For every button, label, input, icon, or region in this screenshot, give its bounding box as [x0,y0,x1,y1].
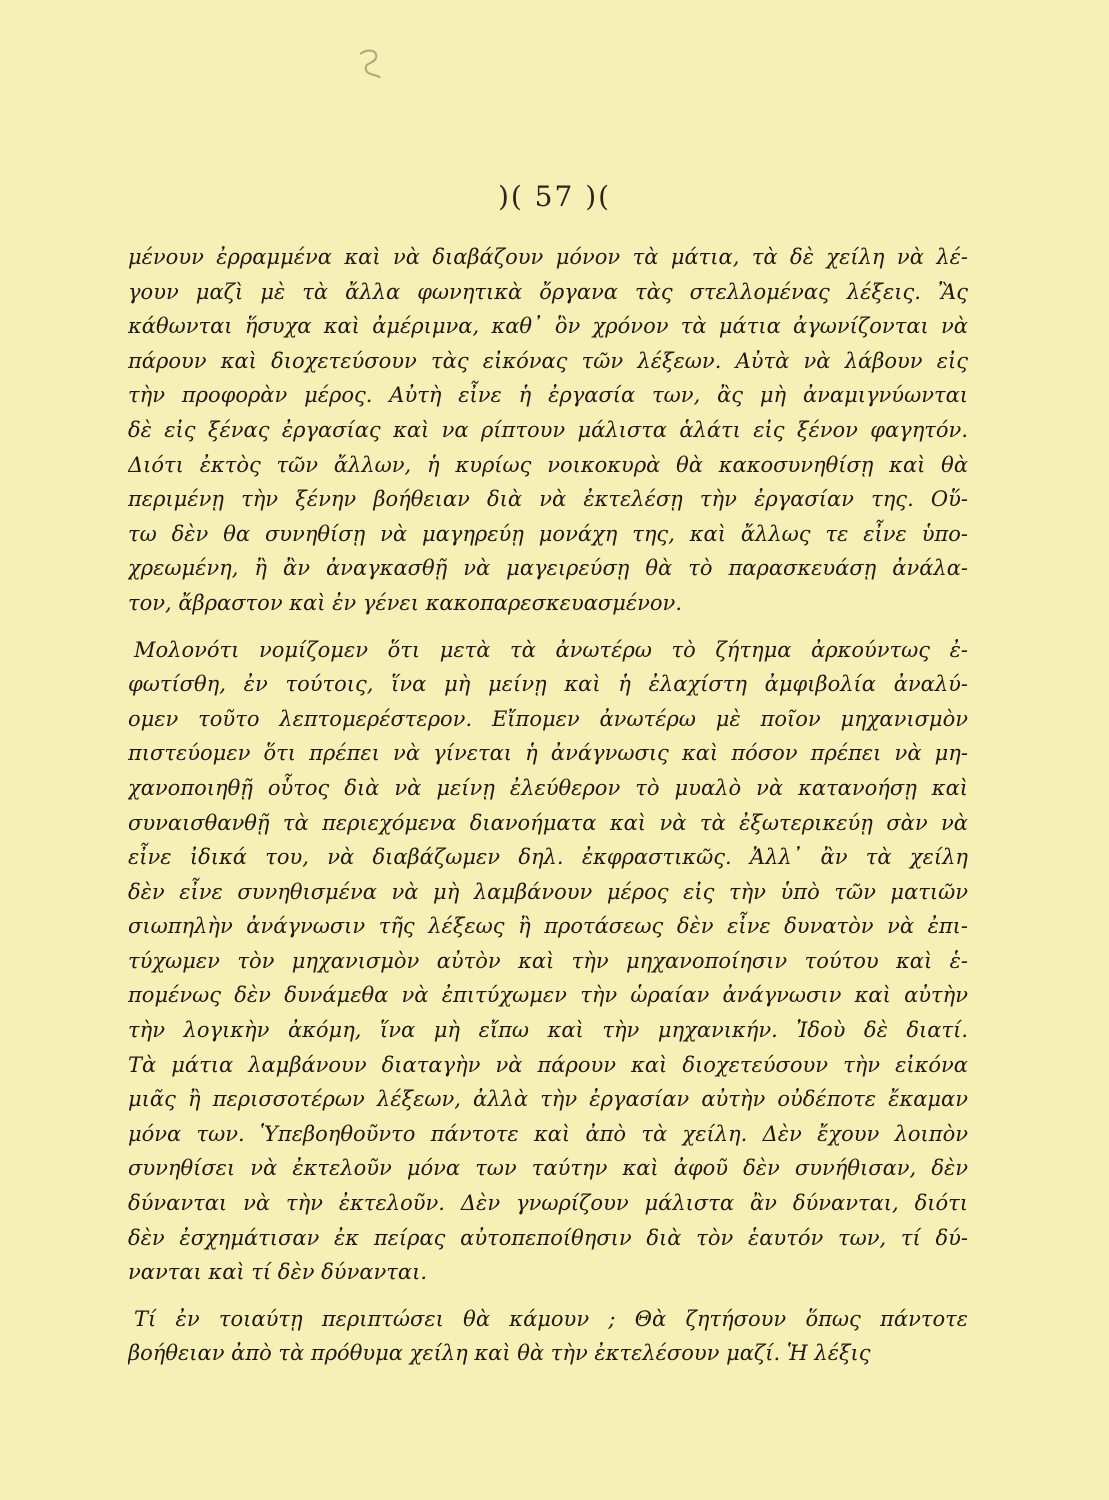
text-line: βοήθειαν ἀπὸ τὰ πρόθυμα χείλη καὶ θὰ τὴν ἐκτελέσουν μαζί. Ἡ λέξις [128,1341,871,1366]
text-line: συνηθίσει νὰ ἐκτελοῦν μόνα των ταύτην καὶ ἀφοῦ δὲν συνήθισαν, δὲν [128,1156,968,1181]
text-line: Τὰ μάτια λαμβάνουν διαταγὴν νὰ πάρουν καὶ διοχετεύσουν τὴν εἰκόνα [128,1052,968,1077]
text-line: τω δὲν θα συνηθίσῃ νὰ μαγηρεύῃ μονάχη της, καὶ ἄλλως τε εἶνε ὑπο- [128,521,968,546]
text-line: τὴν προφορὰν μέρος. Αὐτὴ εἶνε ἡ ἐργασία των, ἂς μὴ ἀναμιγνύωνται [128,383,968,408]
text-line: σιωπηλὴν ἀνάγνωσιν τῆς λέξεως ἢ προτάσεως δὲν εἶνε δυνατὸν νὰ ἐπι- [128,914,968,939]
text-line: τὴν λογικὴν ἀκόμη, ἵνα μὴ εἴπω καὶ τὴν μηχανικήν. Ἰδοὺ δὲ διατί. [128,1018,968,1043]
ink-mark-icon [352,44,392,84]
text-line: τύχωμεν τὸν μηχανισμὸν αὐτὸν καὶ τὴν μηχανοποίησιν τούτου καὶ ἑ- [128,948,968,973]
text-line: μιᾶς ἢ περισσοτέρων λέξεων, ἀλλὰ τὴν ἐργασίαν αὐτὴν οὐδέποτε ἔκαμαν [128,1087,968,1112]
body-text [128,240,968,1371]
text-line: κάθωνται ἥσυχα καὶ ἀμέριμνα, καθ᾽ ὃν χρόνον τὰ μάτια ἀγωνίζονται νὰ [128,314,968,339]
text-line: δὲν εἶνε συνηθισμένα νὰ μὴ λαμβάνουν μέρος εἰς τὴν ὑπὸ τῶν ματιῶν [128,879,968,904]
text-line: χανοποιηθῇ οὗτος διὰ νὰ μείνῃ ἐλεύθερον τὸ μυαλὸ νὰ κατανοήσῃ καὶ [128,775,968,800]
text-line: περιμένῃ τὴν ξένην βοήθειαν διὰ νὰ ἐκτελέσῃ τὴν ἐργασίαν της. Οὕ- [128,487,968,512]
text-line: μόνα των. Ὑπεβοηθοῦντο πάντοτε καὶ ἀπὸ τὰ χείλη. Δὲν ἔχουν λοιπὸν [128,1121,968,1146]
text-line: ομεν τοῦτο λεπτομερέστερον. Εἴπομεν ἀνωτέρω μὲ ποῖον μηχανισμὸν [128,706,968,731]
text-line: πιστεύομεν ὅτι πρέπει νὰ γίνεται ἡ ἀνάγνωσις καὶ πόσον πρέπει νὰ μη- [128,741,968,766]
text-line: τον, ἄβραστον καὶ ἐν γένει κακοπαρεσκευασμένον. [128,590,682,615]
text-line: πομένως δὲν δυνάμεθα νὰ ἐπιτύχωμεν τὴν ὡραίαν ἀνάγνωσιν καὶ αὐτὴν [128,983,968,1008]
text-line: δύνανται νὰ τὴν ἐκτελοῦν. Δὲν γνωρίζουν μάλιστα ἂν δύνανται, διότι [128,1191,968,1216]
text-line: δὲν ἐσχημάτισαν ἐκ πείρας αὐτοπεποίθησιν διὰ τὸν ἑαυτόν των, τί δύ- [128,1225,968,1250]
paragraph-gap [128,1290,968,1302]
text-line: δὲ εἰς ξένας ἐργασίας καὶ να ρίπτουν μάλιστα ἁλάτι εἰς ξένον φαγητόν. [128,417,968,442]
text-line: χρεωμένη, ἢ ἂν ἀναγκασθῇ νὰ μαγειρεύσῃ θὰ τὸ παρασκευάσῃ ἀνάλα- [128,556,968,581]
page-number: )( 57 )( [497,180,612,213]
text-line: μένουν ἐρραμμένα καὶ νὰ διαβάζουν μόνον τὰ μάτια, τὰ δὲ χείλη νὰ λέ- [128,245,968,269]
text-line: γουν μαζὶ μὲ τὰ ἄλλα φωνητικὰ ὄργανα τὰς στελλομένας λέξεις. Ἂς [128,279,968,304]
text-line: συναισθανθῇ τὰ περιεχόμενα διανοήματα καὶ νὰ τὰ ἐξωτερικεύῃ σὰν νὰ [128,810,968,835]
text-line: πάρουν καὶ διοχετεύσουν τὰς εἰκόνας τῶν λέξεων. Αὐτὰ νὰ λάβουν εἰς [128,348,968,373]
text-line: φωτίσθη, ἐν τούτοις, ἵνα μὴ μείνῃ καὶ ἡ ἐλαχίστη ἀμφιβολία ἀναλύ- [128,672,968,697]
text-line: Διότι ἐκτὸς τῶν ἄλλων, ἡ κυρίως νοικοκυρὰ θὰ κακοσυνηθίσῃ καὶ θὰ [128,452,968,477]
text-line: Μολονότι νομίζομεν ὅτι μετὰ τὰ ἀνωτέρω τὸ ζήτημα ἀρκούντως ἐ- [134,637,968,662]
text-line: εἶνε ἰδικά του, νὰ διαβάζωμεν δηλ. ἐκφραστικῶς. Ἀλλ᾽ ἂν τὰ χείλη [128,845,968,870]
text-line: νανται καὶ τί δὲν δύνανται. [128,1260,427,1285]
text-line: Τί ἐν τοιαύτῃ περιπτώσει θὰ κάμουν ; Θὰ ζητήσουν ὅπως πάντοτε [134,1306,968,1331]
paragraph-gap [128,621,968,633]
